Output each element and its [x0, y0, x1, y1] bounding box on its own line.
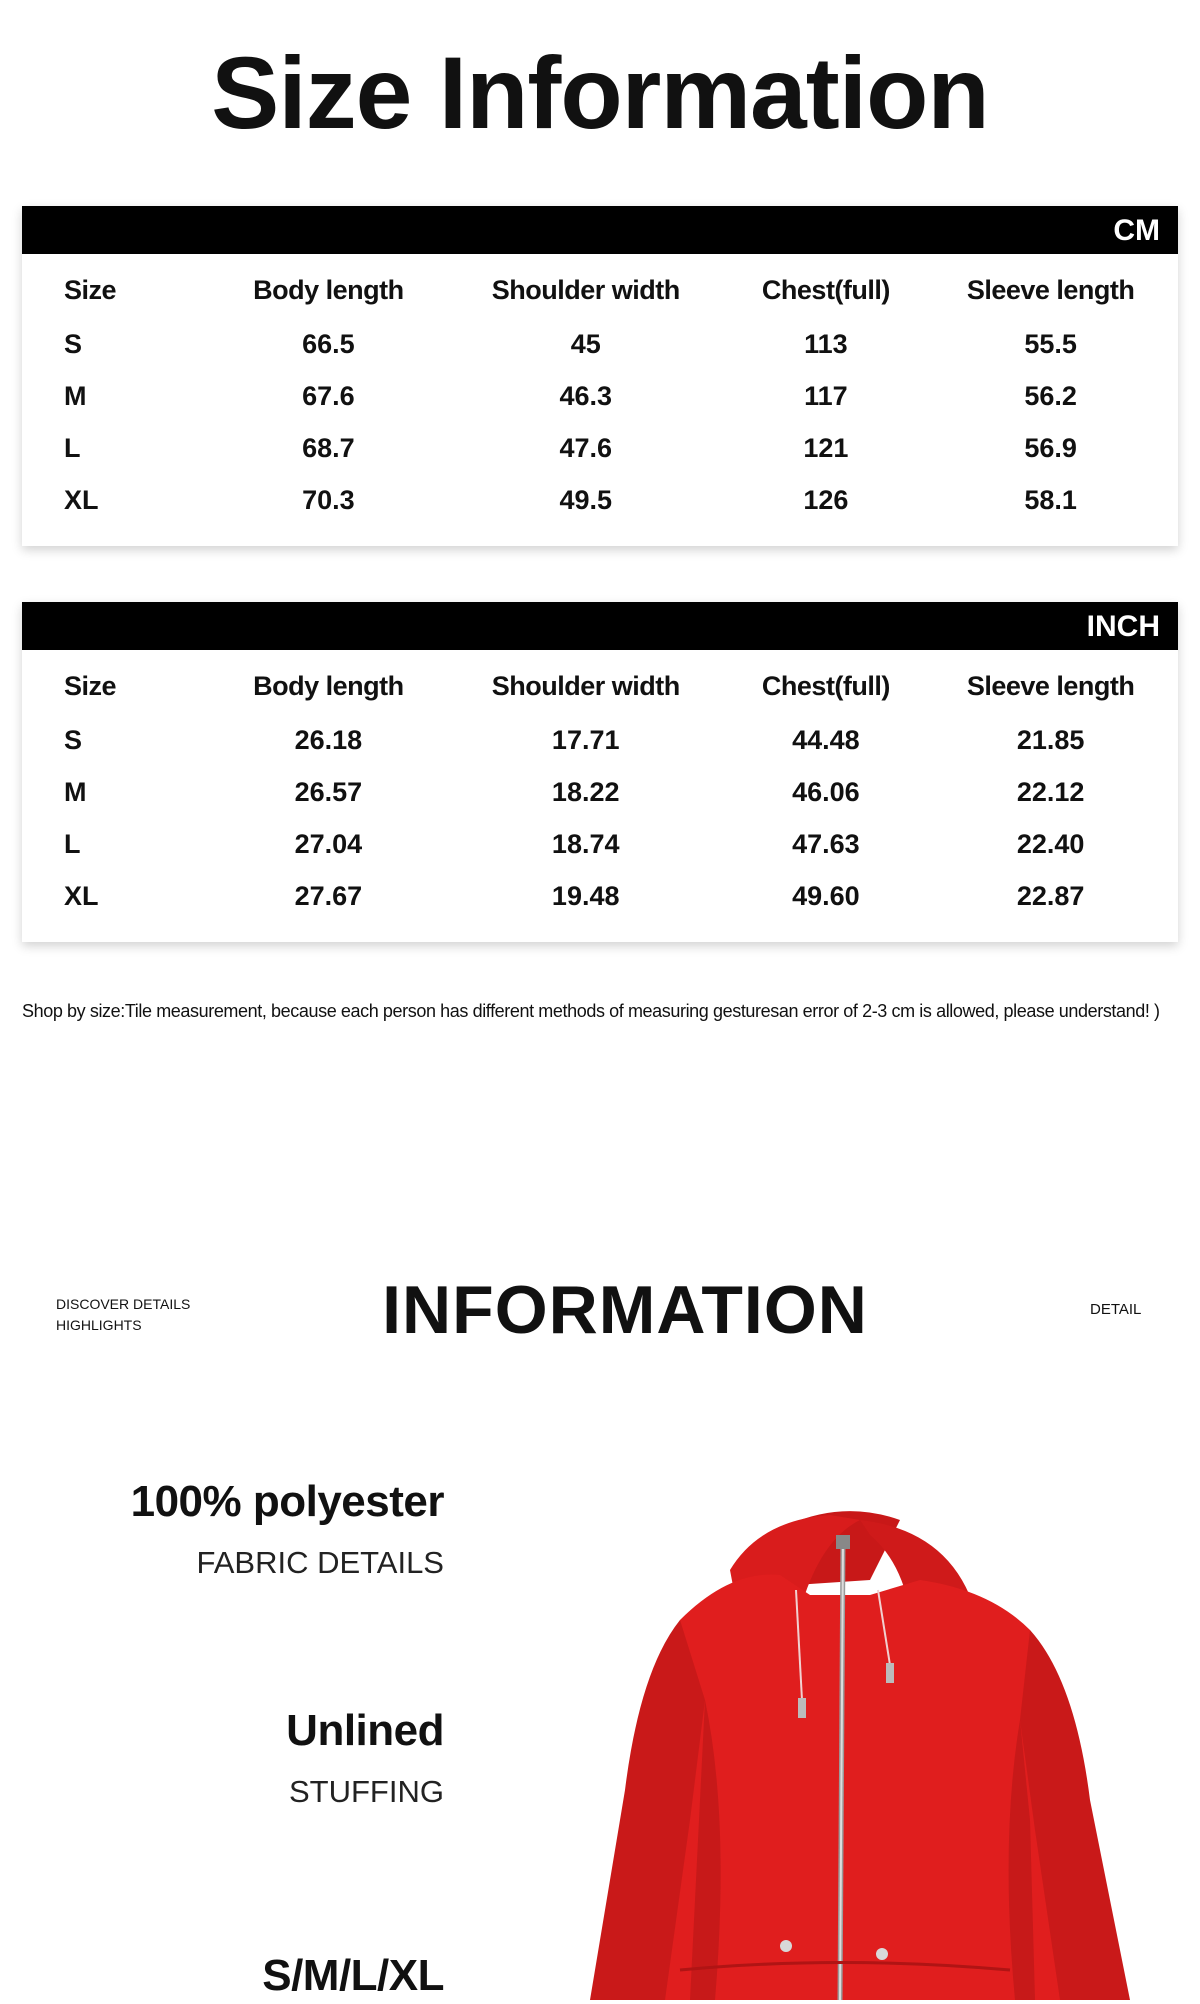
cell-size: XL — [64, 484, 99, 515]
feature-fabric-value: 100% polyester — [130, 1477, 444, 1526]
feature-fabric-label: FABRIC DETAILS — [196, 1545, 444, 1580]
table-row — [22, 766, 1178, 818]
cell-chest: 49.60 — [792, 880, 860, 911]
cell-shoulder-width: 17.71 — [551, 724, 620, 755]
cell-shoulder-width: 45 — [570, 328, 601, 359]
table-header-row — [22, 262, 1178, 318]
cell-shoulder-width: 47.6 — [559, 432, 612, 463]
feature-stuffing-value: Unlined — [286, 1706, 444, 1755]
cell-sleeve-length: 56.2 — [1024, 380, 1077, 411]
cell-sleeve-length: 56.9 — [1024, 432, 1077, 463]
information-heading: INFORMATION — [382, 1272, 868, 1348]
cell-size: S — [64, 724, 83, 755]
size-chart-cm — [22, 262, 1178, 526]
detail-label: DETAIL — [1090, 1301, 1142, 1318]
cell-chest: 113 — [804, 328, 848, 359]
header-shoulder-width: Shoulder width — [491, 670, 680, 701]
feature-sizes — [262, 1948, 444, 2004]
header-body-length: Body length — [253, 274, 404, 305]
cell-shoulder-width: 19.48 — [551, 880, 620, 911]
cell-size: XL — [64, 880, 99, 911]
feature-stuffing-label: STUFFING — [289, 1774, 444, 1809]
measurement-note: Shop by size:Tile measurement, because each person has different methods of measuring gesturesan error of 2-3 cm is allowed, please understand! ) — [22, 1001, 1160, 1021]
cell-size: S — [64, 328, 83, 359]
header-chest: Chest(full) — [761, 274, 890, 305]
cell-body-length: 27.67 — [294, 880, 363, 911]
highlights-label: HIGHLIGHTS — [56, 1317, 142, 1333]
jacket-image — [530, 1500, 1200, 2000]
cell-size: M — [64, 776, 87, 807]
header-shoulder-width: Shoulder width — [491, 274, 680, 305]
table-row — [22, 870, 1178, 922]
feature-fabric — [131, 1474, 444, 1586]
cell-chest: 126 — [803, 484, 849, 515]
header-size: Size — [64, 274, 117, 305]
header-sleeve-length: Sleeve length — [966, 670, 1135, 701]
table-row — [22, 422, 1178, 474]
size-table-inch — [22, 602, 1178, 942]
cell-shoulder-width: 18.74 — [551, 828, 620, 859]
cell-shoulder-width: 18.22 — [551, 776, 620, 807]
cell-body-length: 26.18 — [294, 724, 363, 755]
feature-stuffing — [286, 1703, 444, 1815]
cell-body-length: 68.7 — [302, 432, 355, 463]
cell-size: M — [64, 380, 87, 411]
cell-chest: 117 — [804, 380, 848, 411]
cell-size: L — [64, 432, 81, 463]
table-header-row — [22, 658, 1178, 714]
header-chest: Chest(full) — [761, 670, 890, 701]
header-size: Size — [64, 670, 117, 701]
cell-body-length: 27.04 — [294, 828, 363, 859]
size-chart-inch — [22, 658, 1178, 922]
cell-sleeve-length: 55.5 — [1024, 328, 1077, 359]
cell-body-length: 26.57 — [294, 776, 363, 807]
page-title: Size Information — [211, 36, 989, 150]
cell-sleeve-length: 22.87 — [1016, 880, 1085, 911]
cell-shoulder-width: 49.5 — [559, 484, 612, 515]
feature-sizes-value: S/M/L/XL — [262, 1951, 444, 2000]
cell-sleeve-length: 21.85 — [1016, 724, 1085, 755]
cell-chest: 44.48 — [792, 724, 860, 755]
cell-sleeve-length: 22.40 — [1016, 828, 1085, 859]
cell-body-length: 66.5 — [302, 328, 355, 359]
table-row — [22, 318, 1178, 370]
cell-sleeve-length: 58.1 — [1024, 484, 1077, 515]
header-body-length: Body length — [253, 670, 404, 701]
cell-sleeve-length: 22.12 — [1016, 776, 1085, 807]
table-row — [22, 818, 1178, 870]
unit-bar-cm: CM — [22, 206, 1178, 254]
discover-details-label: DISCOVER DETAILS — [56, 1296, 191, 1312]
unit-bar-inch: INCH — [22, 602, 1178, 650]
cell-shoulder-width: 46.3 — [559, 380, 612, 411]
table-row — [22, 714, 1178, 766]
cell-chest: 47.63 — [792, 828, 860, 859]
header-sleeve-length: Sleeve length — [966, 274, 1135, 305]
size-table-cm — [22, 206, 1178, 546]
cell-size: L — [64, 828, 81, 859]
cell-body-length: 67.6 — [302, 380, 355, 411]
table-row — [22, 370, 1178, 422]
cell-body-length: 70.3 — [302, 484, 355, 515]
cell-chest: 46.06 — [792, 776, 860, 807]
cell-chest: 121 — [803, 432, 849, 463]
table-row — [22, 474, 1178, 526]
